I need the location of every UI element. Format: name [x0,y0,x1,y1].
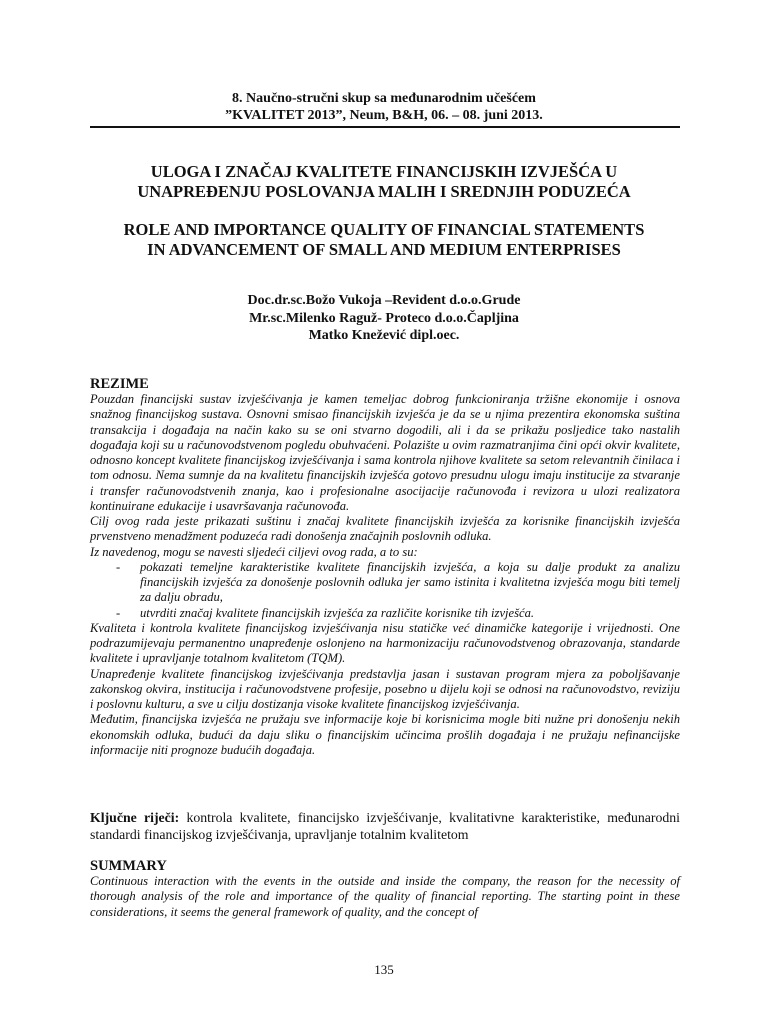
title-croatian [90,162,678,202]
summary-section [90,858,680,920]
rezime-paragraph: Kvaliteta i kontrola kvalitete financijskog izvješćivanja nisu statičke već dinamičke kategorije i vrijednosti. One podrazumijevaju permanentno unapređenje oslonjeno na harmonizaciju računovodstvenog obrazovanja, standarde kvalitete i upravljanje totalnom kvalitetom (TQM). [90,620,680,666]
rezime-paragraph: Cilj ovog rada jeste prikazati suštinu i značaj kvalitete financijskih izvješća za korisnike financijskih izvješća prvenstveno menadžment poduzeća radi donošenja značajnih poslovnih odluka. [90,514,680,544]
keywords-section [90,809,680,843]
rezime-paragraph: Iz navedenog, mogu se navesti sljedeći ciljevi ovog rada, a to su: [90,544,418,559]
summary-body [90,874,680,920]
goals-list [90,560,680,621]
author: Mr.sc.Milenko Raguž- Proteco d.o.o.Čapljina [249,310,519,326]
list-item: - pokazati temeljne karakteristike kvalitete financijskih izvješća, a koja su dalje produkt za analizu financijskih izvješća za donošenje poslovnih odluka jer samo istinita i kvalitetna izvješća mogu biti temelj za dalju obradu, [116,559,680,605]
title-english [90,220,678,260]
title-english-line-2: IN ADVANCEMENT OF SMALL AND MEDIUM ENTERPRISES [147,240,621,259]
author: Matko Knežević dipl.oec. [308,328,460,343]
conference-name: 8. Naučno-stručni skup sa međunarodnim učešćem [232,91,536,106]
author: Doc.dr.sc.Božo Vukoja –Revident d.o.o.Grude [247,293,521,308]
keywords-text: kontrola kvalitete, financijsko izvješćivanje, kvalitativne karakteristike, međunarodni standardi financijskog izvješćivanja, upravljanje totalnim kvalitetom [90,810,680,842]
header-rule [90,126,680,128]
page-number: 135 [374,962,394,977]
list-item-text: utvrditi značaj kvalitete financijskih izvješća za različite korisnike tih izvješća. [140,605,535,620]
summary-paragraph: Continuous interaction with the events in the outside and inside the company, the reason for the necessity of thorough analysis of the role and importance of the quality of financial reporting. The starting point in these considerations, it seems the general framework of quality, and the concept of [90,874,680,919]
list-item-text: pokazati temeljne karakteristike kvalitete financijskih izvješća, a koja su dalje produkt za analizu financijskih izvješća za donošenje poslovnih odluka jer samo istinita i kvalitetna izvješća mogu biti temelj za dalju obradu, [140,559,680,605]
rezime-paragraph: Pouzdan financijski sustav izvješćivanja je kamen temeljac dobrog funkcioniranja tržišne ekonomije i osnova snažnog financijskog sustava. Osnovni smisao financijskih izvješća je da se u njima prezentira ekonomska suština transakcija i događaja na način kako su se oni stvarno dogodili, ali i da se prikažu posljedice tako nastalih događaja koji su u računovodstvenom pogledu obuhvaćeni. Polazište u ovim razmatranjima čini opći okvir kvalitete, odnosno koncept kvalitete financijskog izvješćivanja i sama kontrola njihove kvalitete sa setom relevantnih činilaca i tom odnosu. Nema sumnje da na kvalitetu financijskih izvješća gotovo presudnu ulogu imaju institucije za stvaranje i transfer računovodstvenih znanja, kao i profesionalne asocijacije računovođa i revizora u ulozi realizatora kontinuirane edukacije i usavršavanja računovođa. [90,392,680,513]
title-croatian-line-1: ULOGA I ZNAČAJ KVALITETE FINANCIJSKIH IZVJEŠĆA U [150,162,618,181]
summary-heading: SUMMARY [90,858,167,874]
rezime-body [90,392,680,758]
rezime-paragraph: Međutim, financijska izvješća ne pružaju sve informacije koje bi korisnicima mogle biti nužne pri donošenju nekih ekonomskih odluka, budući da daju sliku o financijskim učincima prošlih događaja i ne pružaju nefinancijske informacije niti prognoze budućih događaja. [90,712,680,757]
conference-header [90,90,678,124]
rezime-paragraph: Unapređenje kvalitete financijskog izvješćivanja predstavlja jasan i sustavan program mjera za poboljšavanje zakonskog okvira, institucija i računovodstvene profesije, posebno u dijelu koji se odnosi na računovodstvo, reviziju i poslovnu kulturu, a sve u cilju dostizanja visoke kvalitete financijskog izvješćivanja. [90,666,680,711]
title-croatian-line-2: UNAPREĐENJU POSLOVANJA MALIH I SREDNJIH PODUZEĆA [137,182,631,201]
list-item: - utvrditi značaj kvalitete financijskih izvješća za različite korisnike tih izvješća. [116,605,535,620]
title-english-line-1: ROLE AND IMPORTANCE QUALITY OF FINANCIAL STATEMENTS [123,220,645,239]
rezime-section [90,376,680,758]
rezime-heading: REZIME [90,376,149,392]
keywords-label: Ključne riječi: [90,810,180,825]
author-list [90,292,678,345]
conference-details: ”KVALITET 2013”, Neum, B&H, 06. – 08. juni 2013. [225,108,543,123]
